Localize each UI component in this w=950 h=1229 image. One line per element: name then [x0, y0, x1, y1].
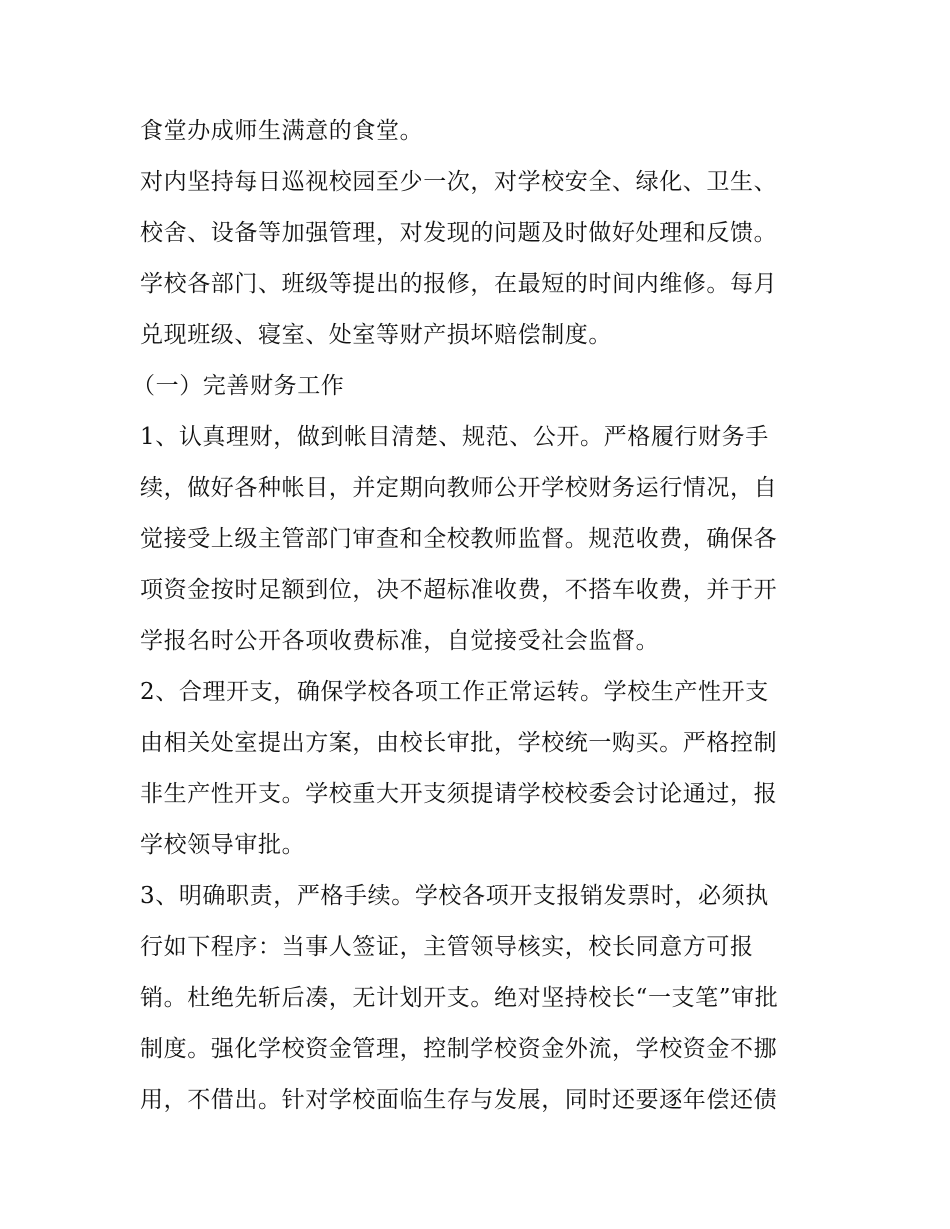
text-line: 行如下程序：当事人签证，主管领导核实，校长同意方可报 — [140, 934, 754, 960]
text-line: 制度。强化学校资金管理，控制学校资金外流，学校资金不挪 — [140, 1036, 778, 1062]
text-line: 兑现班级、寝室、处室等财产损坏赔偿制度。 — [140, 322, 612, 348]
text-line: 校舍、设备等加强管理，对发现的问题及时做好处理和反馈。 — [140, 220, 778, 246]
text-line: 对内坚持每日巡视校园至少一次，对学校安全、绿化、卫生、 — [140, 169, 778, 195]
text-line: 1、认真理财，做到帐目清楚、规范、公开。严格履行财务手 — [140, 424, 769, 450]
text-line: 续，做好各种帐目，并定期向教师公开学校财务运行情况，自 — [140, 475, 778, 501]
text-line: 学校各部门、班级等提出的报修，在最短的时间内维修。每月 — [140, 271, 778, 297]
text-line: 销。杜绝先斩后凑，无计划开支。绝对坚持校长“一支笔”审批 — [140, 985, 779, 1011]
document-body — [132, 106, 812, 1126]
text-line: 食堂办成师生满意的食堂。 — [140, 118, 424, 144]
text-line: 由相关处室提出方案，由校长审批，学校统一购买。严格控制 — [140, 730, 778, 756]
section-heading: （一）完善财务工作 — [132, 373, 345, 399]
text-line: 2、合理开支，确保学校各项工作正常运转。学校生产性开支 — [140, 679, 769, 705]
text-line: 学校领导审批。 — [140, 832, 306, 858]
text-line: 非生产性开支。学校重大开支须提请学校校委会讨论通过，报 — [140, 781, 778, 807]
text-line: 学报名时公开各项收费标准，自觉接受社会监督。 — [140, 628, 660, 654]
text-line: 3、明确职责，严格手续。学校各项开支报销发票时，必须执 — [140, 883, 769, 909]
text-line: 项资金按时足额到位，决不超标准收费，不搭车收费，并于开 — [140, 577, 778, 603]
text-line: 觉接受上级主管部门审查和全校教师监督。规范收费，确保各 — [140, 526, 778, 552]
text-line: 用，不借出。针对学校面临生存与发展，同时还要逐年偿还债 — [140, 1087, 778, 1113]
